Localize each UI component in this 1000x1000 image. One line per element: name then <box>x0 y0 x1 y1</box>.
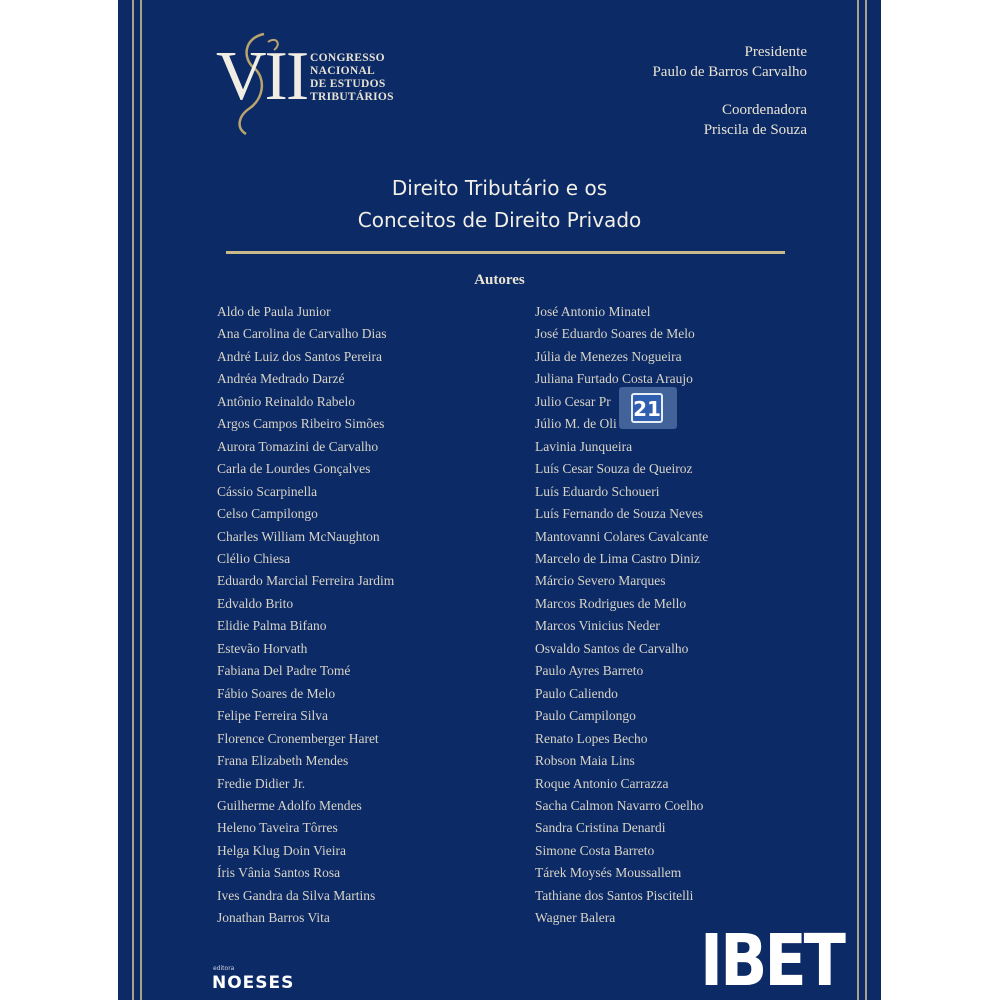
author-name: Charles William McNaughton <box>217 528 380 544</box>
author-name: Andréa Medrado Darzé <box>217 371 345 387</box>
author-name: Luís Cesar Souza de Queiroz <box>535 461 693 477</box>
author-name: Juliana Furtado Costa Araujo <box>535 371 693 387</box>
author-name: Wagner Balera <box>535 910 616 926</box>
author-name: Marcos Rodrigues de Mello <box>535 595 687 611</box>
author-name: Ana Carolina de Carvalho Dias <box>217 326 387 342</box>
author-name: Helga Klug Doin Vieira <box>217 842 347 858</box>
author-name: Paulo Ayres Barreto <box>535 663 644 679</box>
left-border-rule <box>132 0 134 1000</box>
author-name: Júlio M. de Oli <box>535 416 617 432</box>
book-cover <box>118 0 881 1000</box>
author-name: Felipe Ferreira Silva <box>217 708 328 724</box>
author-name: Carla de Lourdes Gonçalves <box>217 461 371 477</box>
author-name: Estevão Horvath <box>217 640 308 656</box>
logo-line: TRIBUTÁRIOS <box>310 91 394 103</box>
author-name: Márcio Severo Marques <box>535 573 666 589</box>
author-name: Cássio Scarpinella <box>217 483 318 499</box>
author-name: Eduardo Marcial Ferreira Jardim <box>217 573 395 589</box>
title-line-1: Direito Tributário e os <box>391 176 608 200</box>
author-name: Heleno Taveira Tôrres <box>217 820 338 836</box>
author-name: Mantovanni Colares Cavalcante <box>535 528 709 544</box>
svg-text:21: 21 <box>633 397 661 421</box>
authors-heading: Autores <box>474 272 525 288</box>
author-name: Fábio Soares de Melo <box>217 685 336 701</box>
logo-numeral: VII <box>216 38 308 115</box>
author-name: Simone Costa Barreto <box>535 842 655 858</box>
author-name: Marcelo de Lima Castro Diniz <box>535 550 700 566</box>
author-name: Aldo de Paula Junior <box>217 304 331 319</box>
author-name: Lavinia Junqueira <box>535 438 633 454</box>
author-name: Fredie Didier Jr. <box>217 775 306 791</box>
president-name: Paulo de Barros Carvalho <box>652 64 807 80</box>
book-title <box>118 172 881 236</box>
author-name: Florence Cronemberger Haret <box>217 730 379 746</box>
author-name: José Eduardo Soares de Melo <box>535 326 695 342</box>
author-name: José Antonio Minatel <box>535 304 651 319</box>
author-name: André Luiz dos Santos Pereira <box>217 348 382 364</box>
publisher-logo: NOESES <box>212 973 295 993</box>
author-name: Júlia de Menezes Nogueira <box>535 348 682 364</box>
author-name: Edvaldo Brito <box>217 595 294 611</box>
author-name: Tárek Moysés Moussallem <box>535 865 682 881</box>
author-name: Luís Fernando de Souza Neves <box>535 506 703 522</box>
author-name: Renato Lopes Becho <box>535 730 648 746</box>
author-name: Luís Eduardo Schoueri <box>535 483 660 499</box>
author-name: Fabiana Del Padre Tomé <box>217 663 351 679</box>
author-name: Tathiane dos Santos Piscitelli <box>535 887 694 903</box>
author-name: Íris Vânia Santos Rosa <box>217 865 341 881</box>
author-name: Roque Antonio Carrazza <box>535 775 669 791</box>
logo-line: DE ESTUDOS <box>310 78 386 90</box>
author-name: Paulo Caliendo <box>535 685 618 701</box>
authors-left-column <box>217 301 394 930</box>
author-name: Celso Campilongo <box>217 506 318 522</box>
author-name: Argos Campos Ribeiro Simões <box>217 416 385 432</box>
author-name: Aurora Tomazini de Carvalho <box>217 438 379 454</box>
logo-line: NACIONAL <box>310 65 376 77</box>
author-name: Guilherme Adolfo Mendes <box>217 797 362 813</box>
left-border-rule-inner <box>140 0 142 1000</box>
author-name: Marcos Vinicius Neder <box>535 618 660 634</box>
logo-line: CONGRESSO <box>310 52 385 64</box>
author-name: Robson Maia Lins <box>535 753 635 769</box>
author-name: Osvaldo Santos de Carvalho <box>535 640 689 656</box>
author-name: Ives Gandra da Silva Martins <box>217 887 376 903</box>
author-name: Clélio Chiesa <box>217 550 291 566</box>
author-name: Paulo Campilongo <box>535 708 636 724</box>
author-name: Jonathan Barros Vita <box>217 910 330 926</box>
right-border-rule-inner <box>857 0 859 1000</box>
coordinator-name: Priscila de Souza <box>703 122 807 138</box>
title-divider <box>226 251 785 254</box>
title-line-2: Conceitos de Direito Privado <box>357 208 642 232</box>
author-name: Frana Elizabeth Mendes <box>217 753 349 769</box>
ibet-logo: IBET <box>700 918 843 1000</box>
overlay-badge-icon <box>618 386 678 430</box>
author-name: Julio Cesar Pr <box>535 393 611 409</box>
officers-block <box>652 42 807 140</box>
author-name: Sandra Cristina Denardi <box>535 820 666 836</box>
coordinator-role: Coordenadora <box>722 102 807 118</box>
author-name: Antônio Reinaldo Rabelo <box>217 393 355 409</box>
president-role: Presidente <box>744 44 807 60</box>
publisher-label: editora <box>213 965 235 972</box>
author-name: Elidie Palma Bifano <box>217 618 327 634</box>
author-name: Sacha Calmon Navarro Coelho <box>535 797 704 813</box>
congress-logo <box>216 28 436 138</box>
logo-text <box>310 52 394 104</box>
right-border-rule <box>865 0 867 1000</box>
